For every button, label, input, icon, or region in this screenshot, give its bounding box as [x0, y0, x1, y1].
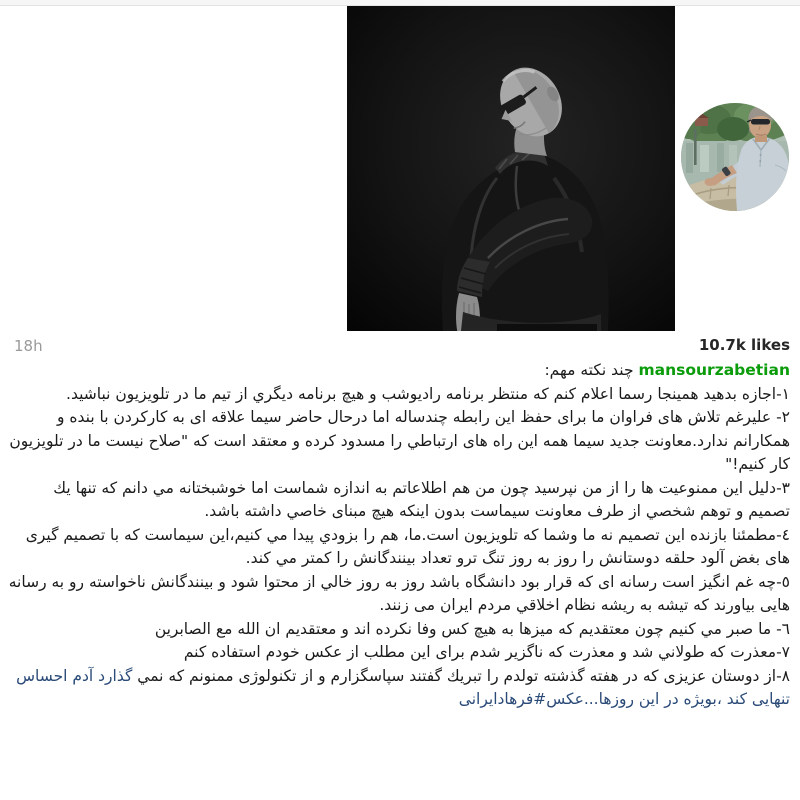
username-link[interactable]: mansourzabetian — [638, 361, 790, 379]
caption-paragraph-1: ١-اجازه بدهید همینجا رسما اعلام کنم که منتظر برنامه رادیوشب و هیچ برنامه دیگري از تیم ما در تلویزیون نباشید. — [66, 384, 790, 403]
caption-paragraph-3: ٣-دلیل این ممنوعیت ها را از من نپرسید چون من هم اطلاعاتم به اندازه شماست اما خوشبختانه مي دانم که تنها یك تصمیم و توهم شخصي از طرف معاونت سیماست بدون اینکه هیچ مبنای خاصي داشته باشد. — [53, 478, 790, 520]
profile-avatar[interactable] — [681, 103, 789, 211]
portrait-photo-image — [347, 6, 675, 331]
avatar-image — [681, 103, 789, 211]
caption-paragraph-8-text: ٨-از دوستان عزیزی که در هفته گذشته تولدم را تبریك گفتند سپاسگزارم و از تکنولوژی ممنونم که نمي — [137, 666, 790, 685]
likes-count[interactable]: 10.7k likes — [698, 336, 790, 354]
caption-intro: چند نکته مهم: — [544, 361, 634, 379]
caption-paragraph-2: ٢- علیرغم تلاش های فراوان ما برای حفظ این رابطه چندساله اما درحال حاضر سیما علاقه ای به کارکردن با بنده و همکارانم ندارد.معاونت جدید سیما همه این راه های ارتباطي را مسدود کرده و معتقد است که "صلاح نیست ما در تلویزیون کار کنیم!" — [9, 408, 790, 473]
caption-paragraph-8 — [8, 665, 790, 712]
caption-header — [8, 359, 790, 383]
post-photo[interactable] — [347, 6, 675, 331]
caption-paragraph-6: ٦- ما صبر مي کنیم چون معتقدیم که میزها به هیچ کس وفا نکرده اند و معتقدیم ان الله مع الصابرین — [154, 619, 790, 638]
post-timestamp: 18h — [14, 337, 43, 355]
caption-paragraph-7: ٧-معذرت که طولاني شد و معذرت که ناگزیر شدم برای این مطلب از عکس خودم استفاده کنم — [183, 643, 790, 661]
post-caption — [8, 359, 790, 712]
caption-paragraph-4: ٤-مطمئنا بازنده این تصمیم نه ما وشما که تلویزیون است.ما، هم را بزودي پیدا مي کنیم،این سیماست که با تصمیم گیری های بغض آلود حلقه دوستانش را روز به روز تنگ ترو تعداد بینندگانش را کمتر مي کند. — [25, 525, 790, 567]
hashtag-link[interactable]: گذارد آدم احساس تنهایی کند ،بویژه در این روزها...عکس#فرهادایرانی — [16, 666, 790, 708]
caption-paragraph-5: ٥-چه غم انگیز است رسانه ای که قرار بود دانشگاه باشد روز به روز خالي از محتوا شود و بینندگانش ناخواسته رو به رسانه هایی بیاورند که تیشه به ریشه نظام اخلاقي مردم ایران می زنند. — [8, 572, 790, 614]
